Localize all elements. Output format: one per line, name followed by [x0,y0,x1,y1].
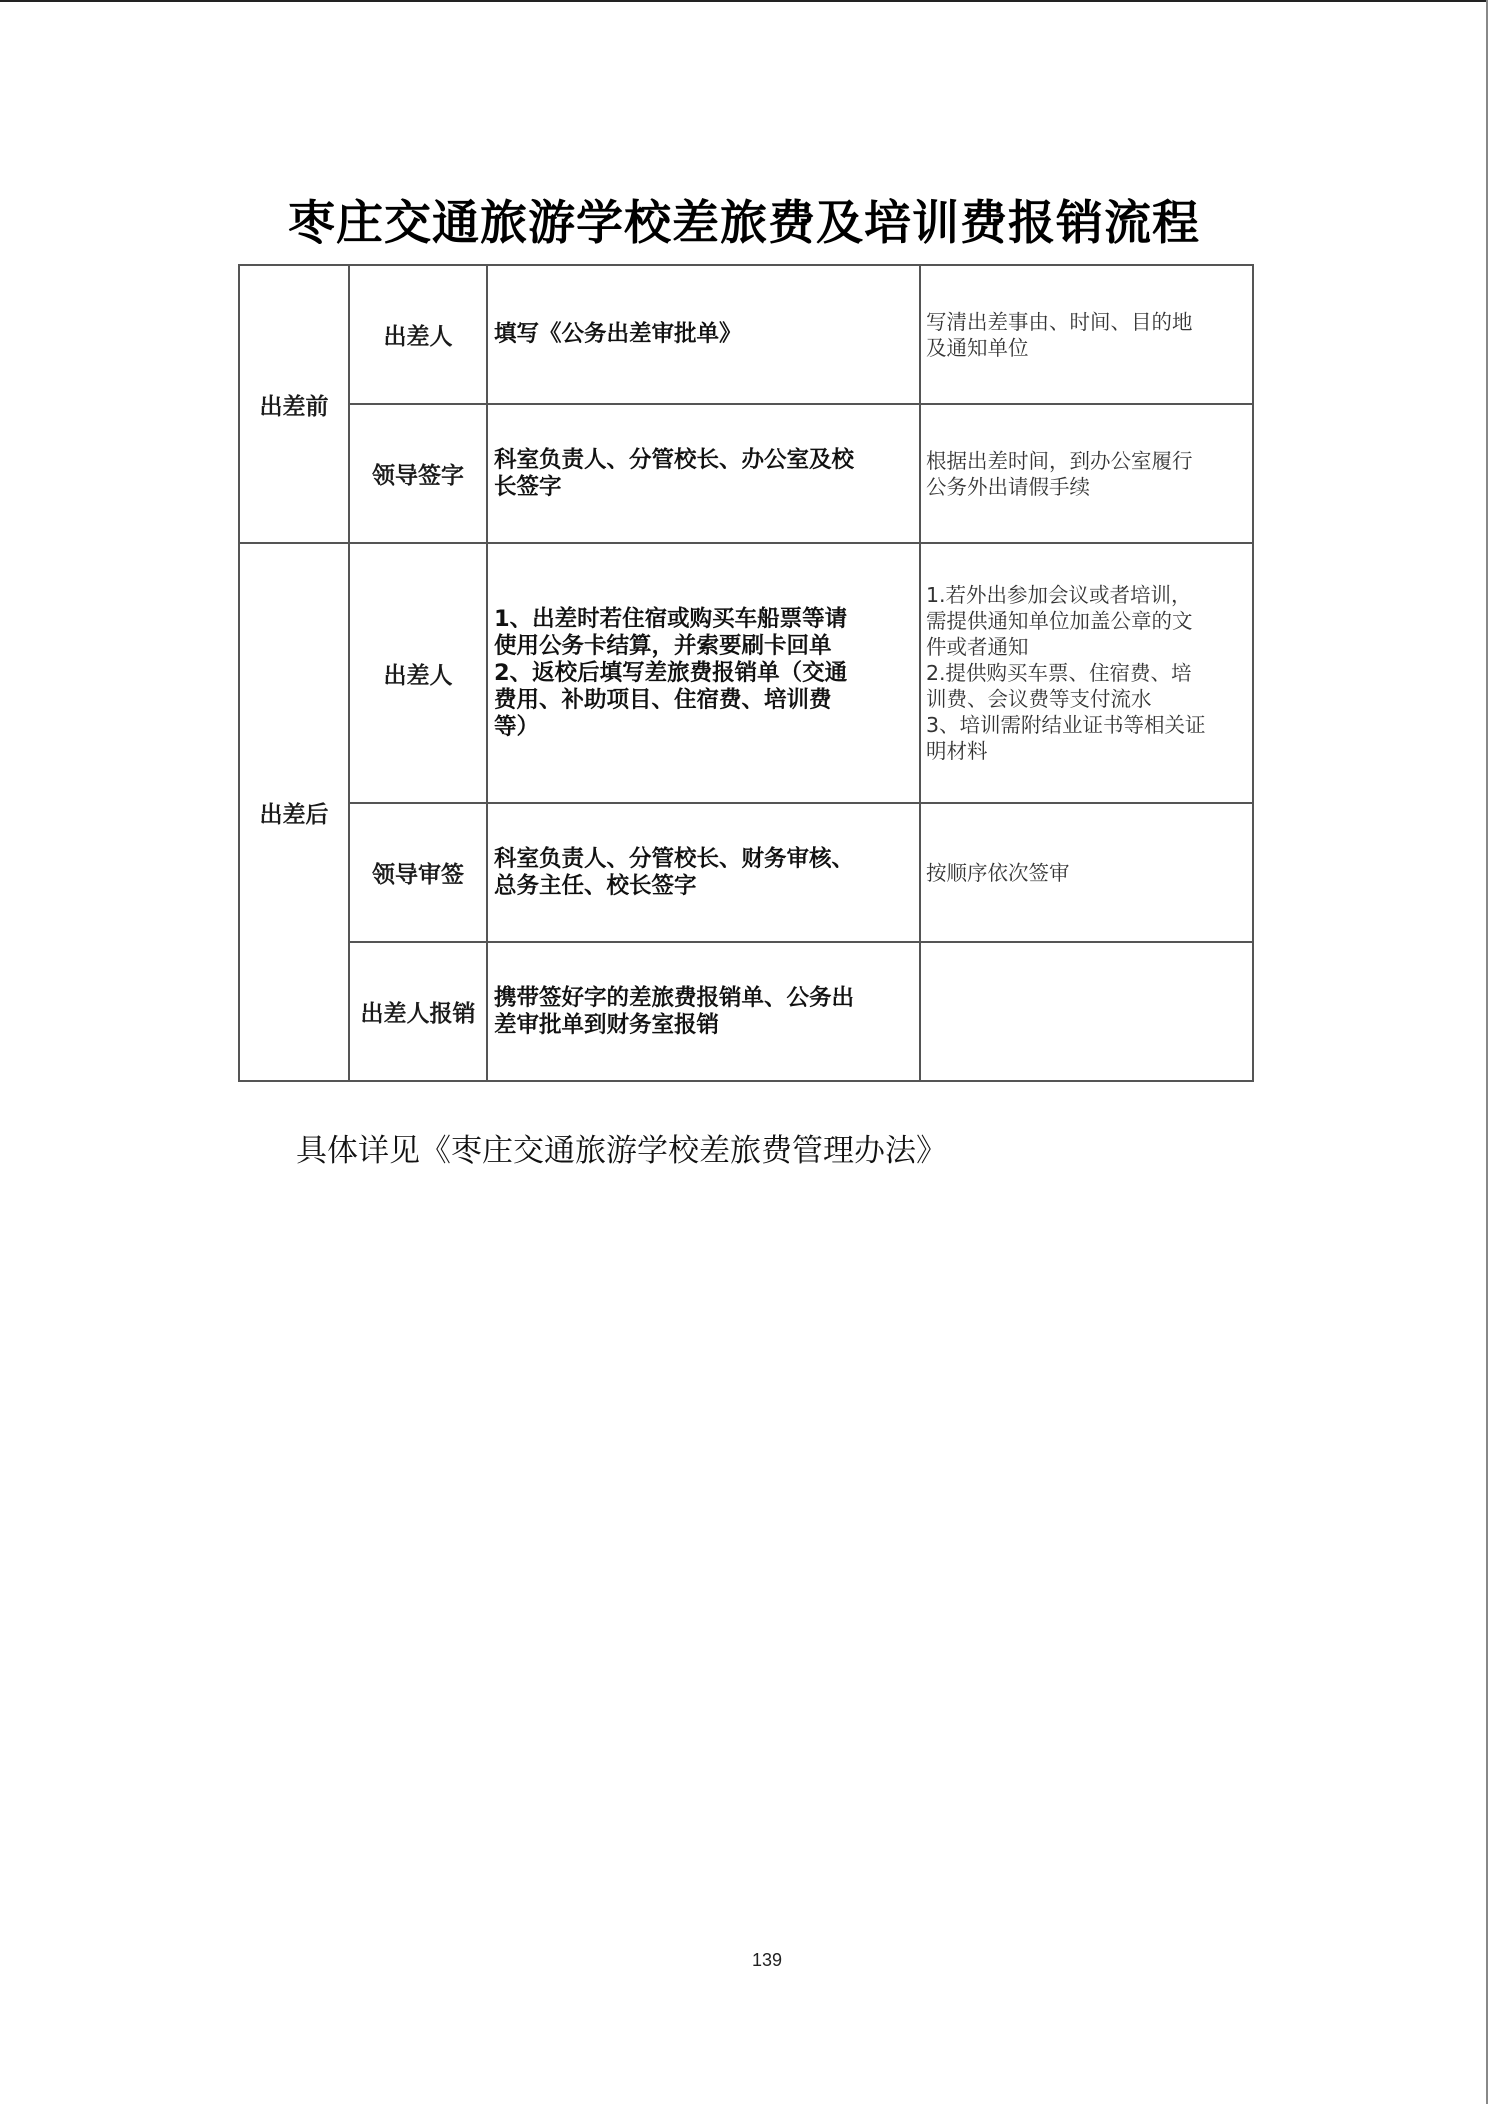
stage-label: 出差前 [259,393,329,420]
role-label: 领导签字 [372,463,464,489]
note-text: 及通知单位 [926,335,1029,360]
table-row [239,265,1253,404]
note-text: 3、培训需附结业证书等相关证 [926,713,1206,737]
document-title: 枣庄交通旅游学校差旅费及培训费报销流程 [288,196,1200,251]
table-row [239,404,1253,543]
action-text: 差审批单到财务室报销 [494,1011,720,1038]
table-row [239,543,1253,803]
table-row [239,803,1253,942]
action-text: 2、返校后填写差旅费报销单（交通 [494,659,848,686]
stage-after-cell [239,543,349,1081]
action-cell [487,265,920,404]
action-text: 总务主任、校长签字 [494,872,697,899]
note-text: 公务外出请假手续 [926,474,1090,499]
note-text: 件或者通知 [926,635,1029,659]
page-number: 139 [751,1950,783,1970]
action-cell [487,404,920,543]
action-cell [487,942,920,1081]
note-text: 根据出差时间，到办公室履行 [926,448,1193,473]
action-text: 等） [494,713,540,740]
role-cell [349,942,487,1081]
role-cell [349,404,487,543]
action-text: 费用、补助项目、住宿费、培训费 [494,686,832,713]
role-cell [349,543,487,803]
stage-label: 出差后 [259,801,329,828]
role-cell [349,803,487,942]
action-cell [487,543,920,803]
note-cell-empty [920,942,1253,1081]
note-text: 需提供通知单位加盖公章的文 [926,609,1193,633]
action-text: 科室负责人、分管校长、办公室及校 [494,446,855,473]
note-text: 写清出差事由、时间、目的地 [926,309,1193,334]
action-text: 使用公务卡结算，并索要刷卡回单 [494,632,832,659]
action-text: 携带签好字的差旅费报销单、公务出 [494,984,855,1011]
role-label: 出差人 [383,324,453,350]
note-cell [920,404,1253,543]
table-row [239,942,1253,1081]
note-text: 训费、会议费等支付流水 [926,687,1152,711]
page-top-border [0,0,1488,2]
action-text: 1、出差时若住宿或购买车船票等请 [494,605,848,632]
stage-before-cell [239,265,349,543]
role-cell [349,265,487,404]
note-text: 按顺序依次签审 [926,860,1070,885]
action-text: 科室负责人、分管校长、财务审核、 [494,845,855,872]
note-text: 1.若外出参加会议或者培训， [926,583,1192,607]
note-text: 2.提供购买车票、住宿费、培 [926,661,1192,685]
reimbursement-flow-table [238,264,1254,1082]
note-cell [920,543,1253,803]
note-text: 明材料 [926,739,988,763]
note-cell [920,265,1253,404]
action-cell [487,803,920,942]
role-label: 领导审签 [372,862,464,888]
action-text: 长签字 [494,473,562,500]
role-label: 出差人 [383,662,453,689]
role-label: 出差人报销 [360,1001,476,1027]
note-cell [920,803,1253,942]
action-text: 填写《公务出差审批单》 [494,321,742,347]
reference-footnote: 具体详见《枣庄交通旅游学校差旅费管理办法》 [296,1133,947,1169]
